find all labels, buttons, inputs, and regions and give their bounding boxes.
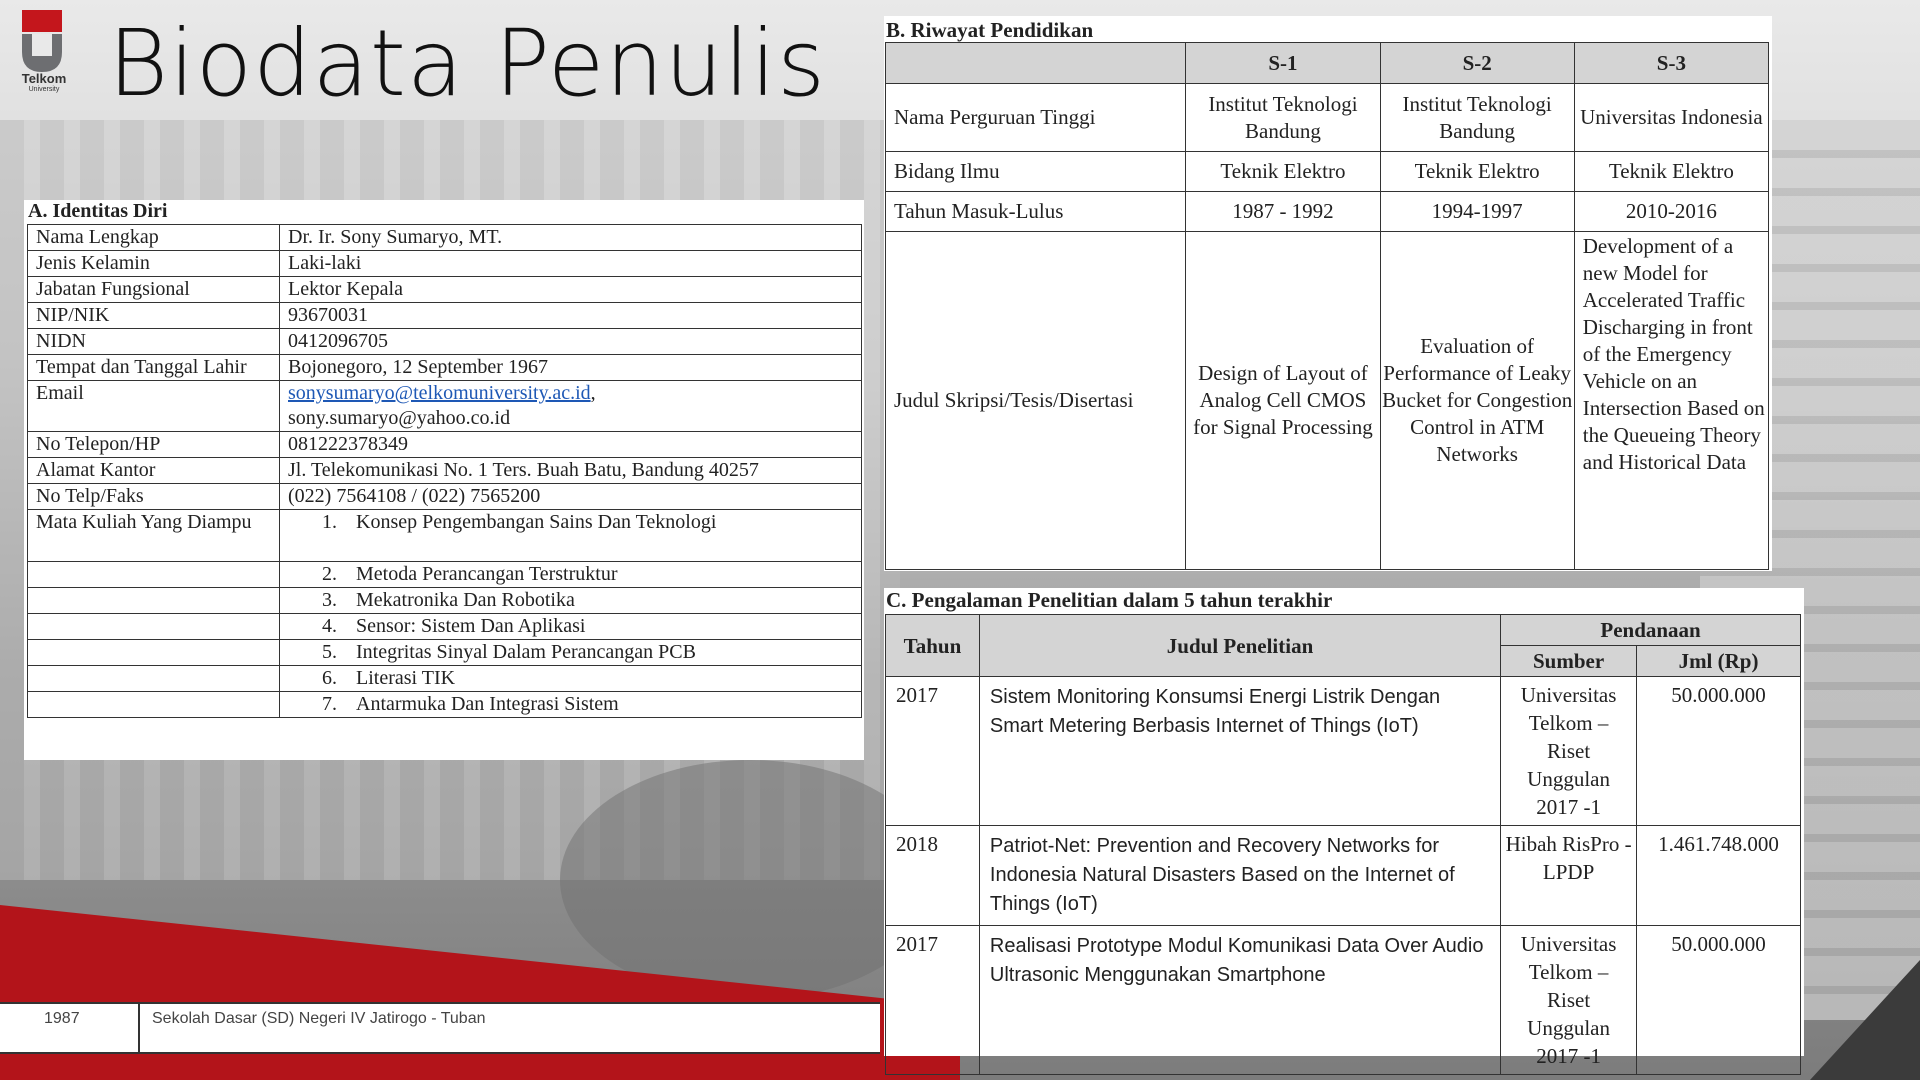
cell: Design of Layout of Analog Cell CMOS for Signal Processing xyxy=(1186,232,1380,570)
table-row xyxy=(28,225,862,251)
identitas-panel xyxy=(24,200,864,760)
column-header: Jml (Rp) xyxy=(1637,646,1801,677)
row-label: NIDN xyxy=(28,329,280,355)
cell: Teknik Elektro xyxy=(1380,152,1574,192)
table-row xyxy=(886,152,1769,192)
email-separator: , xyxy=(590,382,596,404)
table-row xyxy=(28,329,862,355)
cell-jml: 1.461.748.000 xyxy=(1637,826,1801,926)
row-label: NIP/NIK xyxy=(28,303,280,329)
column-header: Judul Penelitian xyxy=(979,615,1500,677)
pendidikan-heading: B. Riwayat Pendidikan xyxy=(886,18,1094,42)
table-header-row xyxy=(886,615,1801,646)
courses-label: Mata Kuliah Yang Diampu xyxy=(28,510,280,562)
cell: Institut Teknologi Bandung xyxy=(1186,84,1380,152)
penelitian-heading: C. Pengalaman Penelitian dalam 5 tahun terakhir xyxy=(886,588,1333,612)
row-label: Alamat Kantor xyxy=(28,458,280,484)
table-row xyxy=(28,458,862,484)
cell: 1987 - 1992 xyxy=(1186,192,1380,232)
page-title: Biodata Penulis xyxy=(108,10,827,117)
table-row xyxy=(28,666,862,692)
row-value: Laki-laki xyxy=(280,251,862,277)
table-row xyxy=(886,677,1801,826)
bottom-school: Sekolah Dasar (SD) Negeri IV Jatirogo - Tuban xyxy=(152,1010,486,1027)
table-row xyxy=(28,355,862,381)
logo-subtext: University xyxy=(28,86,60,93)
column-header: S-2 xyxy=(1380,43,1574,84)
course-item: 5. Integritas Sinyal Dalam Perancangan PCB xyxy=(280,640,862,666)
telkom-shield-icon xyxy=(22,10,62,72)
cell: Evaluation of Performance of Leaky Bucket for Congestion Control in ATM Networks xyxy=(1380,232,1574,570)
row-label: Jenis Kelamin xyxy=(28,251,280,277)
table-header-row xyxy=(886,43,1769,84)
email-primary-link[interactable]: sonysumaryo@telkomuniversity.ac.id xyxy=(288,382,591,404)
pendidikan-panel xyxy=(884,16,1772,571)
cell-sumber: Universitas Telkom – Riset Unggulan 2017 -1 xyxy=(1501,677,1637,826)
table-row xyxy=(28,251,862,277)
cell: Universitas Indonesia xyxy=(1574,84,1768,152)
table-row xyxy=(28,381,862,432)
table-row xyxy=(28,562,862,588)
telkom-university-logo xyxy=(14,10,74,100)
table-row xyxy=(886,926,1801,1075)
cell: 1994-1997 xyxy=(1380,192,1574,232)
row-value: 93670031 xyxy=(280,303,862,329)
row-value: Lektor Kepala xyxy=(280,277,862,303)
table-row xyxy=(28,640,862,666)
dark-corner-accent xyxy=(1810,960,1920,1080)
table-row xyxy=(28,588,862,614)
cell: Teknik Elektro xyxy=(1574,152,1768,192)
table-row xyxy=(28,303,862,329)
row-label: Judul Skripsi/Tesis/Disertasi xyxy=(886,232,1186,570)
table-row xyxy=(28,484,862,510)
row-label: Nama Lengkap xyxy=(28,225,280,251)
table-row xyxy=(28,614,862,640)
row-value: 081222378349 xyxy=(280,432,862,458)
cell-sumber: Universitas Telkom – Riset Unggulan 2017 -1 xyxy=(1501,926,1637,1075)
red-accent-stripe xyxy=(0,905,900,1000)
course-item: 6. Literasi TIK xyxy=(280,666,862,692)
row-value: Bojonegoro, 12 September 1967 xyxy=(280,355,862,381)
cell: Development of a new Model for Accelerated Traffic Discharging in front of the Emergency Vehicle on an Intersection Based on the Queueing Theory and Historical Data xyxy=(1574,232,1768,570)
email-label: Email xyxy=(28,381,280,432)
cell-tahun: 2017 xyxy=(886,677,980,826)
column-header: Sumber xyxy=(1501,646,1637,677)
cell-tahun: 2018 xyxy=(886,826,980,926)
header-empty xyxy=(886,43,1186,84)
email-secondary: sony.sumaryo@yahoo.co.id xyxy=(288,407,511,429)
column-header: Pendanaan xyxy=(1501,615,1801,646)
course-item: 1. Konsep Pengembangan Sains Dan Teknologi xyxy=(280,510,862,562)
row-label: Bidang Ilmu xyxy=(886,152,1186,192)
row-value: (022) 7564108 / (022) 7565200 xyxy=(280,484,862,510)
table-row xyxy=(886,232,1769,570)
row-value: Dr. Ir. Sony Sumaryo, MT. xyxy=(280,225,862,251)
row-label: No Telp/Faks xyxy=(28,484,280,510)
logo-text: Telkom xyxy=(21,71,67,86)
cell-judul: Sistem Monitoring Konsumsi Energi Listrik Dengan Smart Metering Berbasis Internet of Things (IoT) xyxy=(979,677,1500,826)
table-row xyxy=(886,84,1769,152)
identitas-heading: A. Identitas Diri xyxy=(28,200,168,222)
row-label: Tahun Masuk-Lulus xyxy=(886,192,1186,232)
table-row xyxy=(28,510,862,562)
bottom-table-fragment xyxy=(0,1002,880,1054)
course-item: 7. Antarmuka Dan Integrasi Sistem xyxy=(280,692,862,718)
cell-tahun: 2017 xyxy=(886,926,980,1075)
pendidikan-table xyxy=(885,42,1769,570)
row-value: Jl. Telekomunikasi No. 1 Ters. Buah Batu, Bandung 40257 xyxy=(280,458,862,484)
table-row xyxy=(886,826,1801,926)
penelitian-table xyxy=(885,614,1801,1075)
table-row xyxy=(28,432,862,458)
table-row xyxy=(28,277,862,303)
cell-judul: Realisasi Prototype Modul Komunikasi Data Over Audio Ultrasonic Menggunakan Smartphone xyxy=(979,926,1500,1075)
column-header: S-3 xyxy=(1574,43,1768,84)
cell-jml: 50.000.000 xyxy=(1637,677,1801,826)
cell: Institut Teknologi Bandung xyxy=(1380,84,1574,152)
row-label: Nama Perguruan Tinggi xyxy=(886,84,1186,152)
email-value xyxy=(280,381,862,432)
row-label: Tempat dan Tanggal Lahir xyxy=(28,355,280,381)
cell-sumber: Hibah RisPro - LPDP xyxy=(1501,826,1637,926)
column-header: S-1 xyxy=(1186,43,1380,84)
row-label: No Telepon/HP xyxy=(28,432,280,458)
table-row xyxy=(28,692,862,718)
course-item: 2. Metoda Perancangan Terstruktur xyxy=(280,562,862,588)
column-header: Tahun xyxy=(886,615,980,677)
identitas-table xyxy=(27,224,862,718)
course-item: 4. Sensor: Sistem Dan Aplikasi xyxy=(280,614,862,640)
cell-judul: Patriot-Net: Prevention and Recovery Networks for Indonesia Natural Disasters Based on the Internet of Things (IoT) xyxy=(979,826,1500,926)
bottom-year: 1987 xyxy=(44,1010,80,1027)
row-label: Jabatan Fungsional xyxy=(28,277,280,303)
course-item: 3. Mekatronika Dan Robotika xyxy=(280,588,862,614)
cell-jml: 50.000.000 xyxy=(1637,926,1801,1075)
row-value: 0412096705 xyxy=(280,329,862,355)
penelitian-panel xyxy=(884,588,1804,1068)
cell: Teknik Elektro xyxy=(1186,152,1380,192)
table-row xyxy=(886,192,1769,232)
cell: 2010-2016 xyxy=(1574,192,1768,232)
